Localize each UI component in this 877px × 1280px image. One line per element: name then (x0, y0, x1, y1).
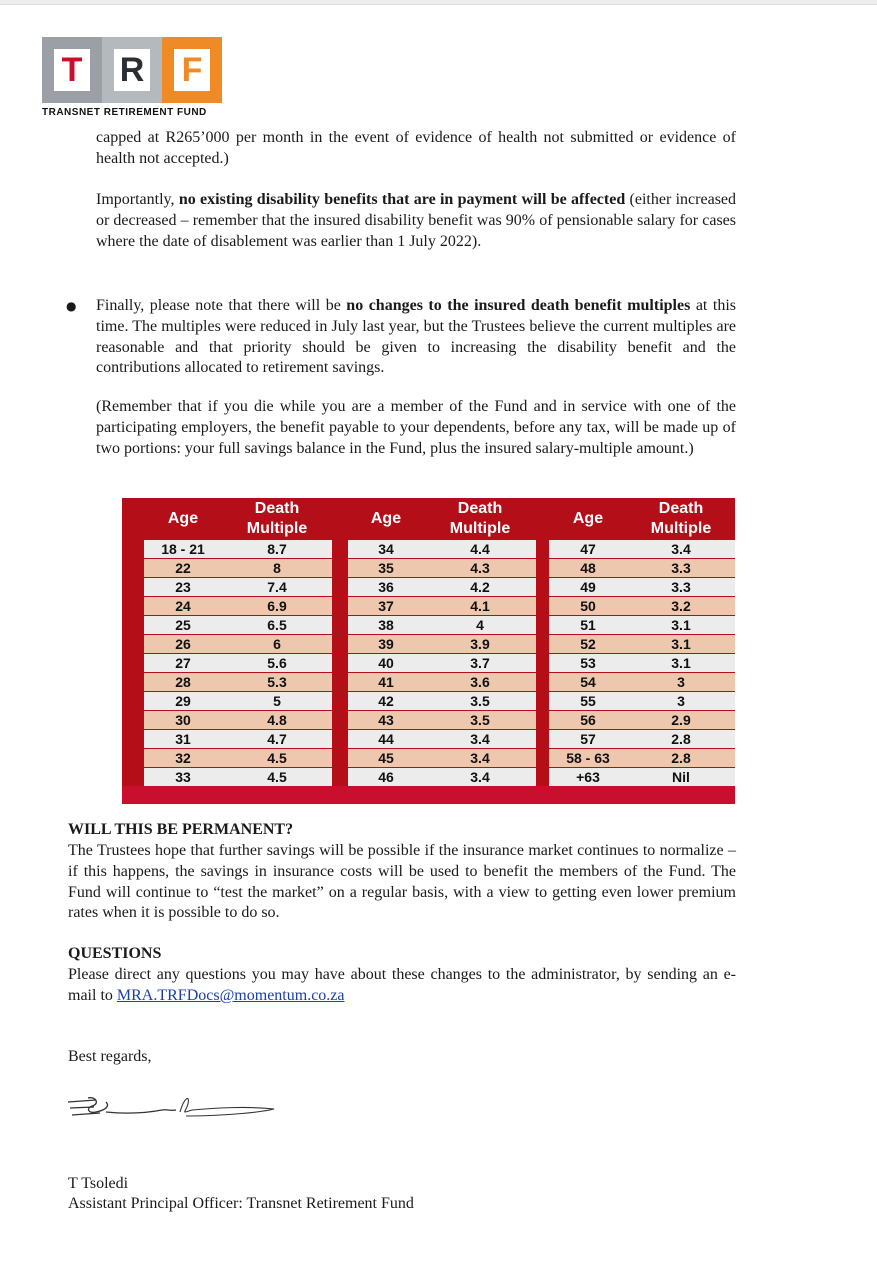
logo-box-f (162, 37, 222, 103)
header-multiple-3: Multiple (650, 520, 712, 537)
email-link[interactable]: MRA.TRFDocs@momentum.co.za (116, 986, 345, 1004)
trf-logo (42, 37, 222, 121)
age-cell: 57 (549, 730, 627, 748)
paragraph-remember: (Remember that if you die while you are a member of the Fund and in service with one of the participating employers, the benefit payable to your dependents, before any tax, will be made up of two portions: your full savings balance in the Fund, plus the insured salary-multiple amount.) (96, 398, 736, 457)
age-cell: 48 (549, 559, 627, 577)
age-cell: 18 - 21 (144, 540, 222, 558)
multiple-cell: 4.2 (424, 578, 536, 596)
age-cell: 49 (549, 578, 627, 596)
signatory-title: Assistant Principal Officer: Transnet Retirement Fund (68, 1195, 414, 1212)
age-cell: 38 (348, 616, 424, 634)
age-cell: 45 (348, 749, 424, 767)
logo-letter-r: R (114, 49, 150, 91)
age-cell: 39 (348, 635, 424, 653)
age-cell: 42 (348, 692, 424, 710)
header-death-1: Death (254, 500, 300, 517)
p2-pre: Importantly, (96, 191, 179, 208)
signature (66, 1088, 286, 1128)
signatory-name: T Tsoledi (68, 1175, 129, 1192)
header-death-2: Death (457, 500, 503, 517)
age-cell: 53 (549, 654, 627, 672)
logo-letter-t: T (54, 49, 90, 91)
multiple-cell: 7.4 (222, 578, 332, 596)
multiple-cell: 3.5 (424, 692, 536, 710)
multiple-cell: 2.9 (627, 711, 735, 729)
heading-questions: QUESTIONS (68, 945, 162, 962)
multiple-cell: 4.7 (222, 730, 332, 748)
questions-text: Please direct any questions you may have about these changes to the administrator, by sending an e-mail to (68, 966, 736, 1004)
multiple-cell: 5.3 (222, 673, 332, 691)
multiple-cell: 3.1 (627, 654, 735, 672)
bullet-icon: ● (66, 299, 77, 313)
logo-fund-name: TRANSNET RETIREMENT FUND (42, 107, 207, 118)
heading-permanent: WILL THIS BE PERMANENT? (68, 821, 294, 838)
multiple-cell: 8 (222, 559, 332, 577)
header-death-multiple-3 (627, 498, 735, 540)
multiple-cell: 4.4 (424, 540, 536, 558)
age-cell: 34 (348, 540, 424, 558)
age-cell: 46 (348, 768, 424, 786)
age-cell: 26 (144, 635, 222, 653)
multiple-cell: 3.1 (627, 616, 735, 634)
logo-letter-f: F (174, 49, 210, 91)
multiple-cell: 3.9 (424, 635, 536, 653)
age-cell: 22 (144, 559, 222, 577)
multiple-cell: 3.4 (424, 749, 536, 767)
age-cell: 35 (348, 559, 424, 577)
logo-mark (42, 37, 222, 103)
age-cell: 56 (549, 711, 627, 729)
logo-box-r (102, 37, 162, 103)
age-cell: 55 (549, 692, 627, 710)
multiple-cell: 3.6 (424, 673, 536, 691)
multiple-cell: 3.7 (424, 654, 536, 672)
multiple-cell: 3.2 (627, 597, 735, 615)
p2-post: (either increased or decreased – remember that the insured disability benefit was 90% of pensionable salary for cases where the date of disablement was earlier than 1 July 2022). (96, 191, 737, 250)
p3-bold: no changes to the insured death benefit multiples (346, 297, 691, 314)
multiple-cell: 3.4 (627, 540, 735, 558)
header-age-1: Age (167, 510, 199, 527)
age-cell: 32 (144, 749, 222, 767)
p3-pre: Finally, please note that there will be (96, 297, 347, 314)
age-cell: 23 (144, 578, 222, 596)
age-cell: 33 (144, 768, 222, 786)
age-cell: 29 (144, 692, 222, 710)
multiple-cell: 6.9 (222, 597, 332, 615)
multiple-cell: 6 (222, 635, 332, 653)
age-cell: 25 (144, 616, 222, 634)
age-cell: 37 (348, 597, 424, 615)
logo-box-t (42, 37, 102, 103)
age-cell: 51 (549, 616, 627, 634)
age-cell: +63 (549, 768, 627, 786)
multiple-cell: 6.5 (222, 616, 332, 634)
multiple-cell: 3.4 (424, 768, 536, 786)
header-multiple-1: Multiple (246, 520, 308, 537)
paragraph-death-multiples (96, 296, 736, 379)
multiple-cell: Nil (627, 768, 735, 786)
header-death-3: Death (658, 500, 704, 517)
header-age-2: Age (370, 510, 402, 527)
multiple-cell: 3.3 (627, 578, 735, 596)
multiple-cell: 3 (627, 673, 735, 691)
age-cell: 36 (348, 578, 424, 596)
multiple-cell: 2.8 (627, 749, 735, 767)
multiple-cell: 3.5 (424, 711, 536, 729)
header-multiple-2: Multiple (449, 520, 511, 537)
multiple-cell: 3 (627, 692, 735, 710)
paragraph-questions (68, 965, 736, 1007)
p3-post: at this time. The multiples were reduced in July last year, but the Trustees believe the current multiples are reasonable and that priority should be given to increasing the disability benefit and the contributions allocated to retirement savings. (96, 297, 736, 377)
age-cell: 58 - 63 (549, 749, 627, 767)
multiple-cell: 4.8 (222, 711, 332, 729)
age-cell: 31 (144, 730, 222, 748)
multiple-cell: 4 (424, 616, 536, 634)
multiple-cell: 5 (222, 692, 332, 710)
multiple-cell: 3.3 (627, 559, 735, 577)
top-border (0, 0, 877, 5)
age-cell: 44 (348, 730, 424, 748)
age-cell: 50 (549, 597, 627, 615)
multiple-cell: 4.5 (222, 768, 332, 786)
age-cell: 43 (348, 711, 424, 729)
paragraph-existing-benefits (96, 190, 736, 252)
age-cell: 30 (144, 711, 222, 729)
header-death-multiple-2 (424, 498, 536, 540)
multiple-cell: 3.4 (424, 730, 536, 748)
age-cell: 47 (549, 540, 627, 558)
table-footer-band (122, 786, 735, 804)
multiple-cell: 5.6 (222, 654, 332, 672)
closing-regards: Best regards, (68, 1048, 152, 1065)
multiple-cell: 3.1 (627, 635, 735, 653)
age-cell: 27 (144, 654, 222, 672)
multiple-cell: 4.1 (424, 597, 536, 615)
age-cell: 24 (144, 597, 222, 615)
multiple-cell: 4.3 (424, 559, 536, 577)
age-cell: 52 (549, 635, 627, 653)
multiple-cell: 8.7 (222, 540, 332, 558)
p2-bold: no existing disability benefits that are in payment will be affected (178, 191, 626, 208)
age-cell: 40 (348, 654, 424, 672)
header-age-3: Age (572, 510, 604, 527)
age-cell: 41 (348, 673, 424, 691)
multiple-cell: 4.5 (222, 749, 332, 767)
age-cell: 54 (549, 673, 627, 691)
multiple-cell: 2.8 (627, 730, 735, 748)
header-death-multiple-1 (222, 498, 332, 540)
death-multiple-table (122, 498, 735, 804)
paragraph-permanent: The Trustees hope that further savings will be possible if the insurance market continues to normalize – if this happens, the savings in insurance costs will be used to benefit the members of the Fund. The Fund will continue to “test the market” on a regular basis, with a view to getting even lower premium rates when it is possible to do so. (68, 842, 736, 922)
age-cell: 28 (144, 673, 222, 691)
paragraph-capped: capped at R265’000 per month in the event of evidence of health not submitted or evidence of health not accepted.) (96, 129, 736, 167)
